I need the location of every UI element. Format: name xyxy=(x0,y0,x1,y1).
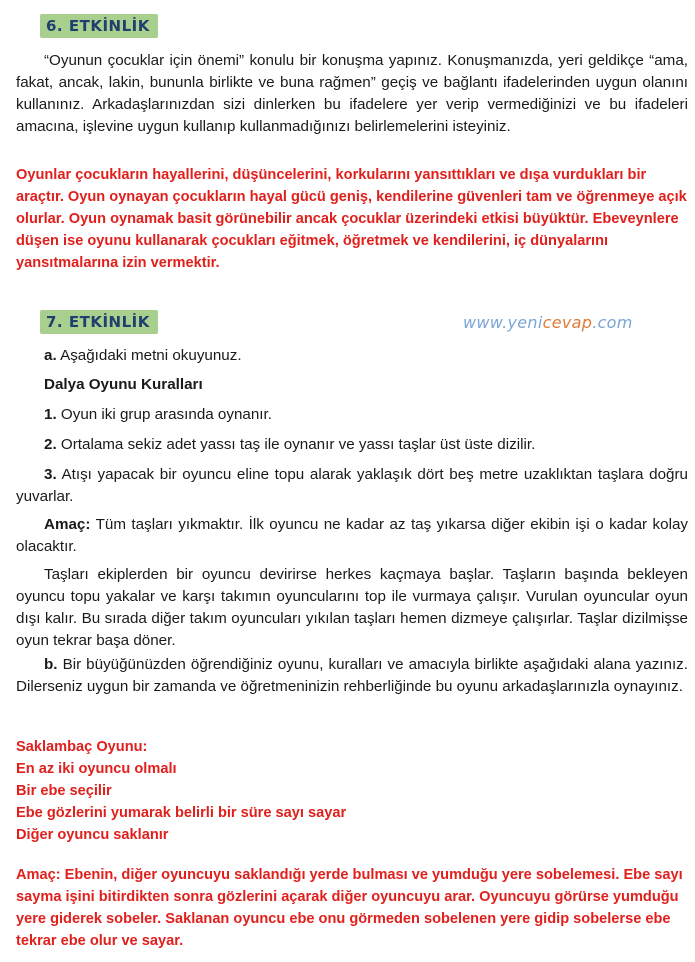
activity-6-instruction: “Oyunun çocuklar için önemi” konulu bir konuşma yapınız. Konuşmanızda, yeri geldikçe “ama, fakat, ancak, lakin, bununla birlikte ve buna rağmen” geçiş ve bağlantı ifadelerinden uygun olanını kullanınız. Arkadaşlarınızdan sizi dinlerken bu ifadelere yer verip vermediğinizi ve bu ifadeleri amacına, işlevine uygun kullanıp kullanmadığınızı belirlemelerini isteyiniz. xyxy=(16,52,688,135)
rule-3-text: Atışı yapacak bir oyuncu eline topu alarak yaklaşık dört beş metre uzaklıktan taşlara doğru yuvarlar. xyxy=(16,466,688,505)
rule-2-text: Ortalama sekiz adet yassı taş ile oynanır ve yassı taşlar üst üste dizilir. xyxy=(60,436,536,453)
part-b-text: Bir büyüğünüzden öğrendiğiniz oyunu, kuralları ve amacıyla birlikte aşağıdaki alana yazınız. Dilerseniz uygun bir zamanda ve öğretmeninizin rehberliğinde bu oyunu arkadaşlarınızla oynayınız. xyxy=(16,656,688,695)
rule-1 xyxy=(16,404,688,426)
part-a-label: a. xyxy=(44,347,57,364)
watermark xyxy=(463,313,633,332)
part-b xyxy=(16,654,688,698)
part-b-label: b. xyxy=(44,656,58,673)
answer-line: Diğer oyuncu saklanır xyxy=(16,827,169,843)
answer-line: En az iki oyuncu olmalı xyxy=(16,761,177,777)
watermark-pre: www.yeni xyxy=(463,313,543,332)
game-paragraph: Taşları ekiplerden bir oyuncu devirirse herkes kaçmaya başlar. Taşların başında bekleyen oyuncu topu yakalar ve karşı takımın oyuncularını top ile vurmaya çalışır. Vurulan oyuncular oyun dışı kalır. Bu sırada diğer takım oyuncuları yıkılan taşları hemen dizmeye çalışırlar. Taşlar dizilmişse oyun tekrar başa döner. xyxy=(16,566,688,649)
answer-line: Saklambaç Oyunu: xyxy=(16,739,148,755)
activity-6-answer: Oyunlar çocukların hayallerini, düşüncelerini, korkularını yansıttıkları ve dışa vurdukları bir araçtır. Oyun oynayan çocukların hayal gücü geniş, kendilerine güvenleri tam ve öğrenmeye açık olurlar. Oyun oynamak basit görünebilir ancak çocuklar üzerindeki etkisi büyüktür. Ebeveynlere düşen ise oyunu kullanarak çocukları eğitmek, öğretmek ve kendilerini, iç dünyalarını yansıtmalarına izin vermektir. xyxy=(16,167,687,271)
part-a-text: Aşağıdaki metni okuyunuz. xyxy=(60,347,242,364)
activity-7-answer-goal: Amaç: Ebenin, diğer oyuncuyu saklandığı yerde bulması ve yumduğu yere sobelemesi. Ebe sayı sayma işini bitirdikten sonra gözlerini açarak diğer oyuncuyu arar. Oyuncuyu görürse yumduğu yere giderek sobeler. Saklanan oyuncu ebe onu görmeden sobelenen yere gidip sobelerse ebe tekrar ebe olur ve sayar. xyxy=(16,867,683,949)
rule-3 xyxy=(16,464,688,508)
activity-7-badge: 7. ETKİNLİK xyxy=(40,310,158,334)
rule-3-num: 3. xyxy=(44,466,57,483)
goal-text: Tüm taşları yıkmaktır. İlk oyuncu ne kadar az taş yıkarsa diğer ekibin işi o kadar kolay olacaktır. xyxy=(16,516,688,555)
rule-1-num: 1. xyxy=(44,406,57,423)
part-a xyxy=(16,345,688,367)
goal-label: Amaç: xyxy=(44,516,91,533)
rule-2 xyxy=(16,434,688,456)
answer-line: Ebe gözlerini yumarak belirli bir süre sayı sayar xyxy=(16,805,347,821)
goal xyxy=(16,514,688,558)
answer-line: Bir ebe seçilir xyxy=(16,783,112,799)
watermark-post: .com xyxy=(592,313,633,332)
activity-7-answer-list xyxy=(16,736,688,846)
watermark-accent: cevap xyxy=(542,313,593,332)
activity-6-badge: 6. ETKİNLİK xyxy=(40,14,158,38)
rules-title: Dalya Oyunu Kuralları xyxy=(44,376,203,393)
rule-2-num: 2. xyxy=(44,436,57,453)
rule-1-text: Oyun iki grup arasında oynanır. xyxy=(60,406,272,423)
